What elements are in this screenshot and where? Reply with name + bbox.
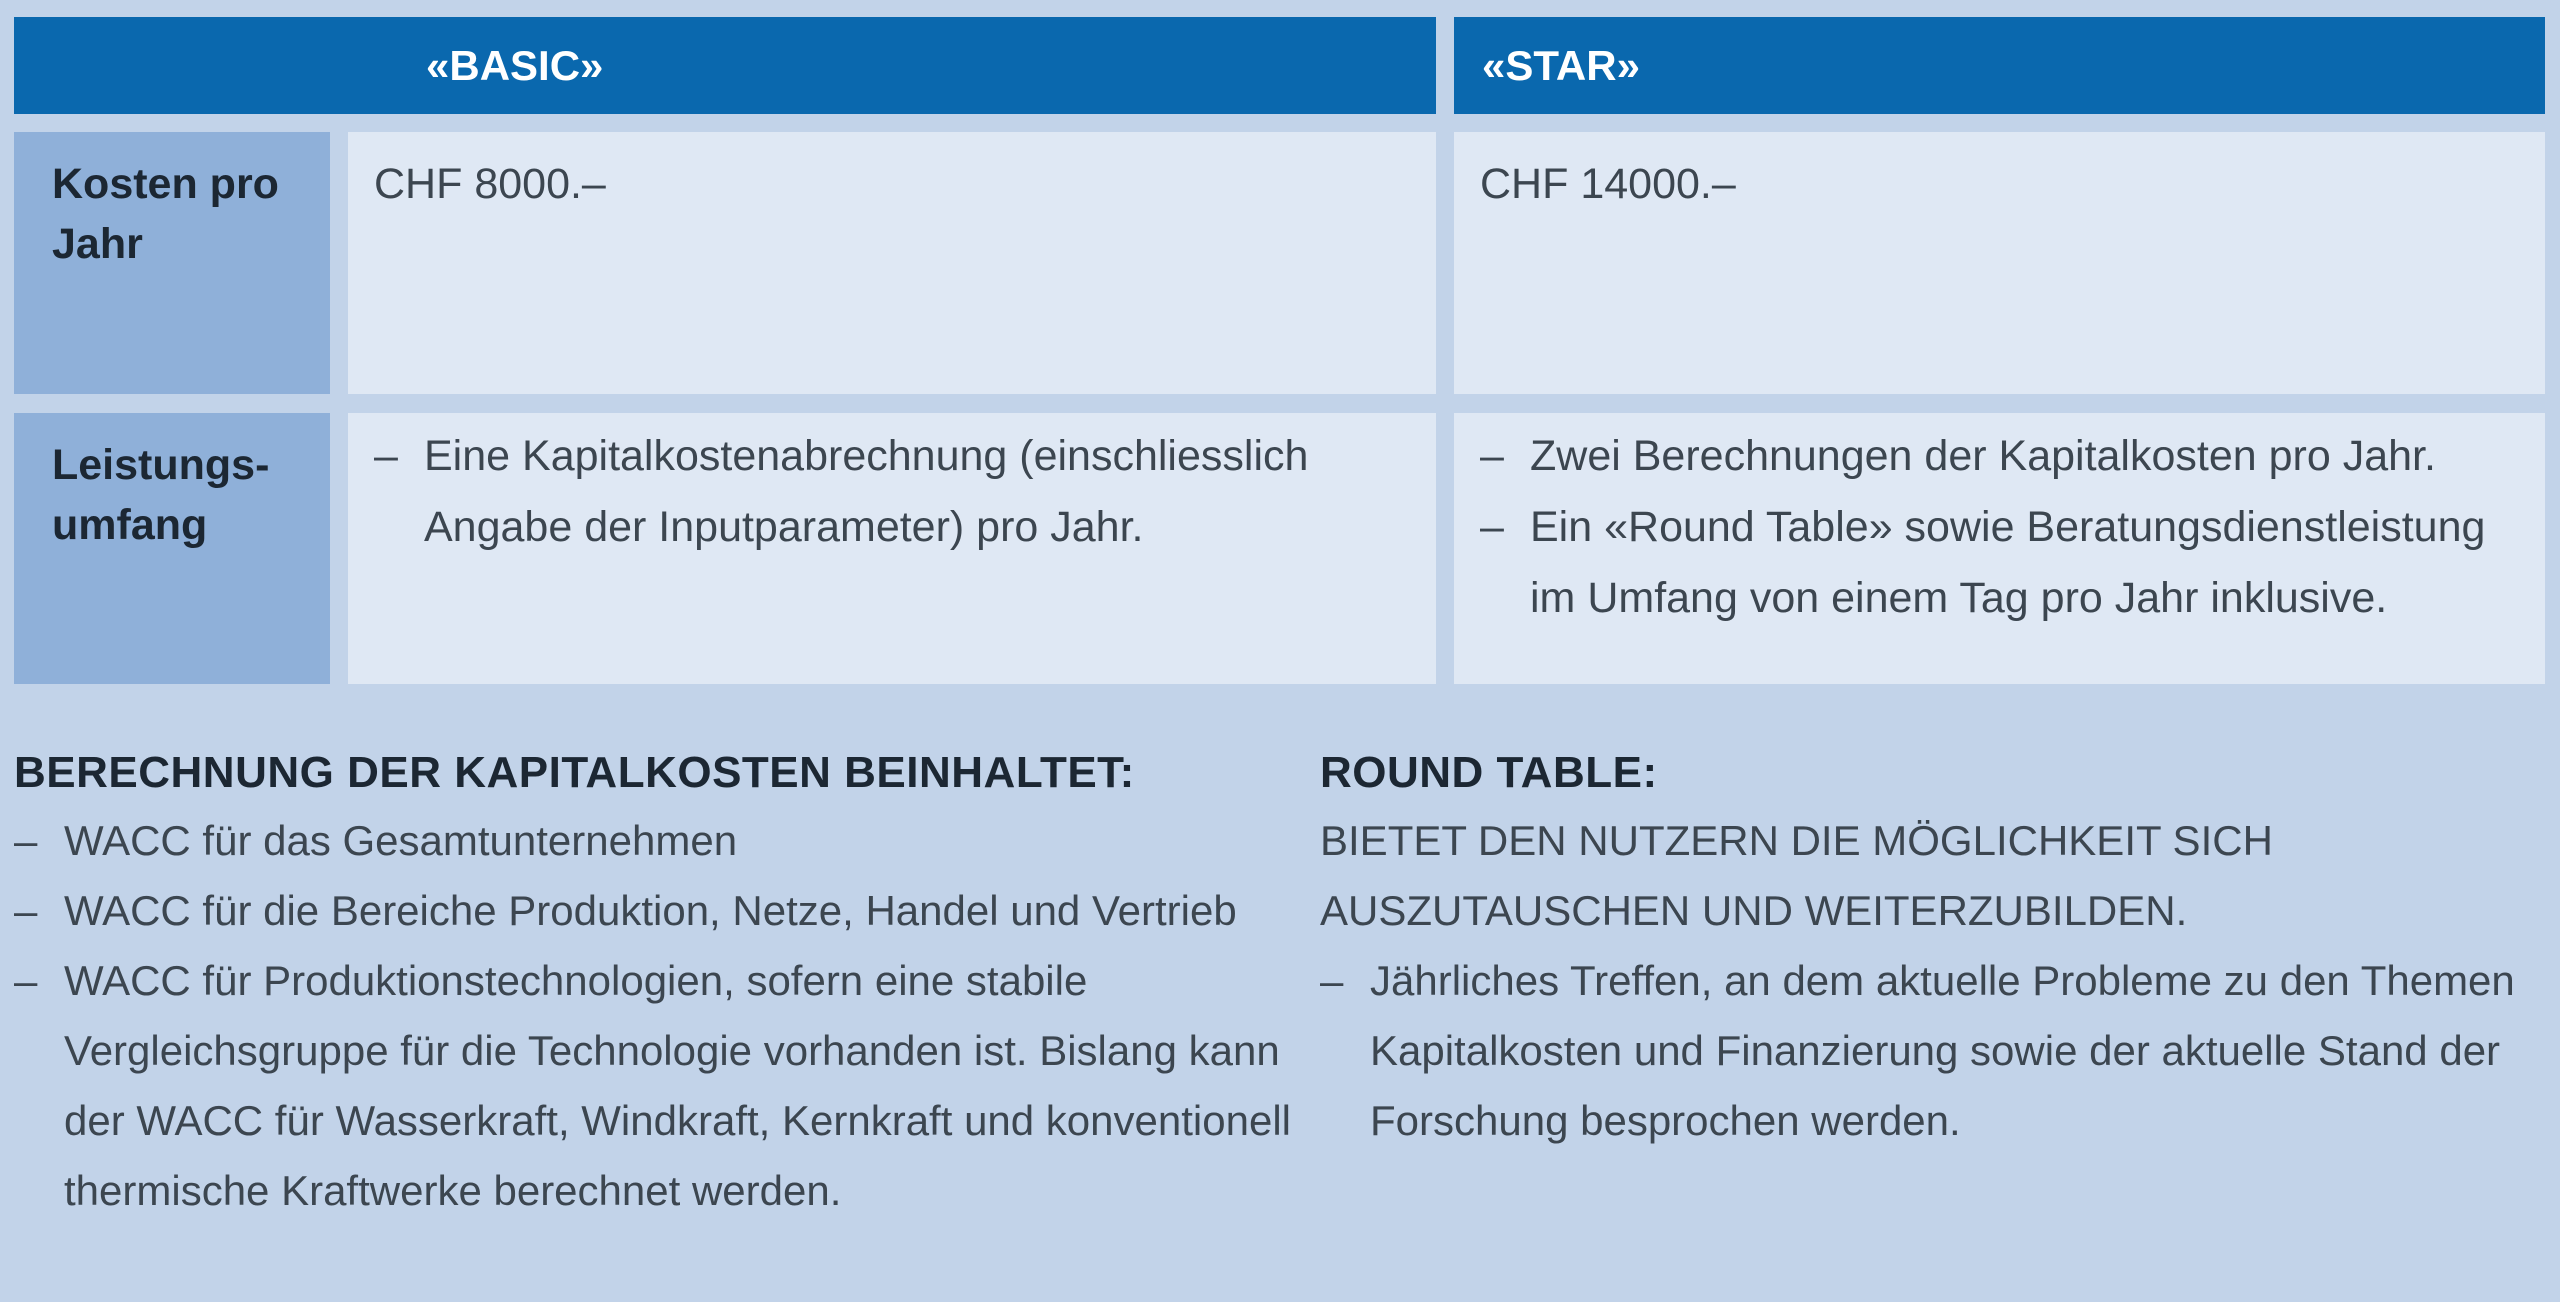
section-subtitle: BIETET DEN NUTZERN DIE MÖGLICHKEIT SICH AUSZUTAUSCHEN UND WEITERZUBILDEN. <box>1320 817 2273 934</box>
basic-price: CHF 8000.– <box>374 160 606 208</box>
basic-plan-header <box>14 17 1436 114</box>
basic-scope-list <box>348 413 1436 563</box>
list-item: – WACC für das Gesamtunternehmen <box>14 806 1304 876</box>
star-plan-header <box>1454 17 2545 114</box>
list-item: – Zwei Berechnungen der Kapitalkosten pro Jahr. <box>1480 421 2515 492</box>
section-title: BERECHNUNG DER KAPITALKOSTEN BEINHALTET: <box>14 748 1135 797</box>
list-item: – Eine Kapitalkostenabrechnung (einschliesslich Angabe der Inputparameter) pro Jahr. <box>374 421 1406 563</box>
list-item: – WACC für Produktionstechnologien, sofern eine stabile Vergleichsgruppe für die Technologie vorhanden ist. Bislang kann der WACC für Wasserkraft, Windkraft, Kernkraft und konventionell thermische Kraftwerke berechnet werden. <box>14 946 1304 1226</box>
star-scope-list <box>1454 413 2545 634</box>
list-item: – Ein «Round Table» sowie Beratungsdienstleistung im Umfang von einem Tag pro Jahr inklusive. <box>1480 492 2515 634</box>
star-price: CHF 14000.– <box>1480 160 1736 208</box>
round-table-section <box>1320 740 2545 1156</box>
row-label-line: umfang <box>52 501 208 549</box>
round-table-list <box>1320 946 2545 1156</box>
list-item: – WACC für die Bereiche Produktion, Netze, Handel und Vertrieb <box>14 876 1304 946</box>
star-cost-cell <box>1454 132 2545 394</box>
row-label-scope <box>14 413 330 684</box>
basic-cost-cell <box>348 132 1436 394</box>
row-label-line: Leistungs- <box>52 441 270 489</box>
row-label-line: Jahr <box>52 220 143 268</box>
row-label-line: Kosten pro <box>52 160 279 208</box>
row-label-cost <box>14 132 330 394</box>
section-title: ROUND TABLE: <box>1320 748 1658 797</box>
capital-cost-list <box>14 806 1304 1226</box>
star-scope-cell <box>1454 413 2545 684</box>
basic-scope-cell <box>348 413 1436 684</box>
list-item: – Jährliches Treffen, an dem aktuelle Probleme zu den Themen Kapitalkosten und Finanzierung sowie der aktuelle Stand der Forschung besprochen werden. <box>1320 946 2545 1156</box>
capital-cost-section <box>14 740 1304 1226</box>
basic-plan-title: «BASIC» <box>426 41 604 89</box>
star-plan-title: «STAR» <box>1482 41 1640 89</box>
